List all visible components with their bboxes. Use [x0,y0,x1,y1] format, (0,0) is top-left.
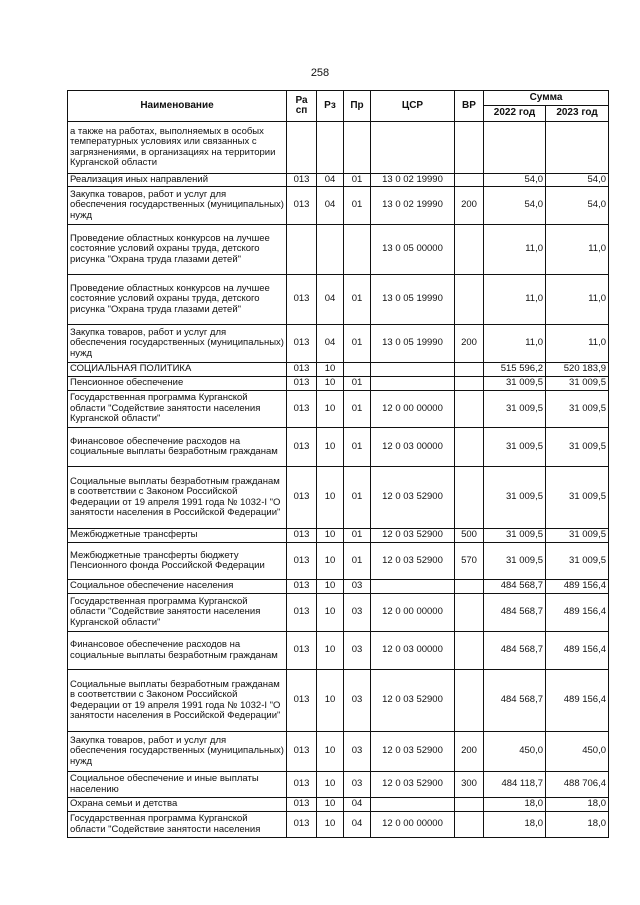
row-rz: 10 [317,543,344,580]
table-row [68,467,609,529]
row-name: Проведение областных конкурсов на лучшее состояние условий охраны труда, детского рисунка "Охрана труда глазами детей" [68,225,287,275]
row-name: Охрана семьи и детства [68,798,287,812]
row-sum-2022: 484 568,7 [484,670,546,732]
row-csr: 13 0 05 19990 [371,325,455,363]
row-csr: 12 0 03 52900 [371,467,455,529]
row-rz: 04 [317,325,344,363]
row-sum-2022: 484 568,7 [484,580,546,594]
header-sum: Сумма [484,91,609,106]
table-row [68,772,609,798]
row-ra: 013 [287,594,317,632]
header-year-2023: 2023 год [546,106,609,122]
row-sum-2023: 18,0 [546,798,609,812]
row-vr [455,391,484,428]
row-sum-2022: 54,0 [484,187,546,225]
table-row [68,543,609,580]
row-sum-2022 [484,122,546,174]
table-row [68,670,609,732]
table-row [68,632,609,670]
table-row [68,122,609,174]
row-ra: 013 [287,467,317,529]
table-row [68,529,609,543]
row-name: Финансовое обеспечение расходов на социальные выплаты безработным гражданам [68,632,287,670]
row-ra: 013 [287,174,317,187]
row-ra: 013 [287,632,317,670]
row-pr: 01 [344,543,371,580]
row-name: Закупка товаров, работ и услуг для обеспечения государственных (муниципальных) нужд [68,325,287,363]
row-name: а также на работах, выполняемых в особых температурных условиях или связанных с загрязнениями, в организациях на территории Курганской области [68,122,287,174]
row-ra: 013 [287,187,317,225]
row-vr: 300 [455,772,484,798]
row-csr: 12 0 03 52900 [371,529,455,543]
row-pr: 03 [344,594,371,632]
row-ra: 013 [287,670,317,732]
row-pr: 04 [344,798,371,812]
row-name: Финансовое обеспечение расходов на социальные выплаты безработным гражданам [68,428,287,467]
row-name: Государственная программа Курганской области "Содействие занятости населения [68,812,287,838]
row-pr: 01 [344,529,371,543]
header-year-2022: 2022 год [484,106,546,122]
table-row [68,325,609,363]
row-sum-2022: 11,0 [484,225,546,275]
row-name: Социальные выплаты безработным гражданам в соответствии с Законом Российской Федерации от 19 апреля 1991 года № 1032-I "О занятости населения в Российской Федерации" [68,670,287,732]
row-vr: 200 [455,187,484,225]
row-csr: 13 0 05 00000 [371,225,455,275]
row-vr [455,670,484,732]
header-ra: Ра [295,94,308,106]
row-rz: 10 [317,529,344,543]
row-vr [455,174,484,187]
row-csr: 12 0 00 00000 [371,812,455,838]
row-name: Социальные выплаты безработным гражданам в соответствии с Законом Российской Федерации от 19 апреля 1991 года № 1032-I "О занятости населения в Российской Федерации" [68,467,287,529]
row-pr: 04 [344,812,371,838]
row-name: Межбюджетные трансферты [68,529,287,543]
row-sum-2023: 18,0 [546,812,609,838]
row-name: СОЦИАЛЬНАЯ ПОЛИТИКА [68,363,287,377]
row-ra: 013 [287,529,317,543]
row-vr [455,363,484,377]
row-name: Пенсионное обеспечение [68,377,287,391]
row-pr: 03 [344,632,371,670]
row-ra: 013 [287,275,317,325]
row-sum-2022: 31 009,5 [484,467,546,529]
budget-table [67,90,609,838]
row-vr [455,632,484,670]
row-ra: 013 [287,812,317,838]
row-pr: 01 [344,174,371,187]
row-pr: 03 [344,732,371,772]
row-csr: 12 0 00 00000 [371,594,455,632]
row-ra: 013 [287,772,317,798]
row-sum-2023: 31 009,5 [546,428,609,467]
row-csr [371,580,455,594]
table-row [68,377,609,391]
row-ra: 013 [287,580,317,594]
row-sum-2023: 11,0 [546,325,609,363]
row-sum-2023: 489 156,4 [546,594,609,632]
row-sum-2023: 11,0 [546,275,609,325]
row-sum-2022: 484 118,7 [484,772,546,798]
header-csr: ЦСР [371,91,455,122]
table-row [68,812,609,838]
row-rz: 10 [317,812,344,838]
row-rz: 10 [317,580,344,594]
row-pr: 01 [344,325,371,363]
row-vr: 570 [455,543,484,580]
row-vr: 200 [455,325,484,363]
row-name: Межбюджетные трансферты бюджету Пенсионного фонда Российской Федерации [68,543,287,580]
row-sum-2023: 489 156,4 [546,632,609,670]
row-rz: 04 [317,275,344,325]
row-ra: 013 [287,363,317,377]
header-sp: сп [295,105,308,116]
row-rz: 10 [317,594,344,632]
table-row [68,732,609,772]
row-sum-2023: 489 156,4 [546,670,609,732]
row-csr [371,363,455,377]
row-sum-2023: 31 009,5 [546,377,609,391]
row-name: Социальное обеспечение населения [68,580,287,594]
row-pr: 01 [344,377,371,391]
row-vr [455,225,484,275]
table-row [68,798,609,812]
row-rz: 10 [317,732,344,772]
row-rz [317,225,344,275]
table-row [68,363,609,377]
row-rz: 10 [317,798,344,812]
row-sum-2022: 31 009,5 [484,543,546,580]
row-vr [455,580,484,594]
table-row [68,580,609,594]
table-row [68,594,609,632]
page-number: 258 [310,67,330,79]
header-ra-sp [287,91,317,122]
row-rz: 10 [317,670,344,732]
row-csr: 13 0 05 19990 [371,275,455,325]
row-csr: 12 0 00 00000 [371,391,455,428]
row-sum-2023: 11,0 [546,225,609,275]
row-name: Государственная программа Курганской области "Содействие занятости населения Курганской области" [68,391,287,428]
row-rz: 10 [317,772,344,798]
row-sum-2023: 54,0 [546,174,609,187]
row-csr: 13 0 02 19990 [371,187,455,225]
row-csr: 12 0 03 52900 [371,772,455,798]
row-name: Социальное обеспечение и иные выплаты населению [68,772,287,798]
row-ra [287,225,317,275]
row-vr: 200 [455,732,484,772]
row-sum-2022: 31 009,5 [484,428,546,467]
row-rz: 04 [317,187,344,225]
row-sum-2023: 488 706,4 [546,772,609,798]
header-vr: ВР [455,91,484,122]
row-pr: 01 [344,391,371,428]
row-name: Реализация иных направлений [68,174,287,187]
row-vr [455,594,484,632]
row-ra: 013 [287,325,317,363]
row-vr [455,428,484,467]
row-csr: 13 0 02 19990 [371,174,455,187]
table-body [68,122,609,838]
row-vr [455,467,484,529]
row-ra: 013 [287,543,317,580]
row-sum-2023: 450,0 [546,732,609,772]
row-rz: 10 [317,391,344,428]
row-csr: 12 0 03 00000 [371,632,455,670]
row-rz: 10 [317,363,344,377]
row-name: Государственная программа Курганской области "Содействие занятости населения Курганской области" [68,594,287,632]
row-sum-2023: 31 009,5 [546,391,609,428]
row-ra: 013 [287,428,317,467]
row-name: Закупка товаров, работ и услуг для обеспечения государственных (муниципальных) нужд [68,187,287,225]
row-rz: 10 [317,377,344,391]
row-pr: 03 [344,772,371,798]
row-sum-2022: 18,0 [484,812,546,838]
row-csr [371,798,455,812]
row-vr [455,812,484,838]
row-ra: 013 [287,798,317,812]
table-row [68,174,609,187]
row-sum-2023: 489 156,4 [546,580,609,594]
row-rz [317,122,344,174]
row-sum-2023: 54,0 [546,187,609,225]
row-rz: 10 [317,632,344,670]
row-pr: 01 [344,467,371,529]
row-sum-2023: 520 183,9 [546,363,609,377]
row-pr [344,225,371,275]
row-vr: 500 [455,529,484,543]
row-ra [287,122,317,174]
row-sum-2023: 31 009,5 [546,543,609,580]
row-csr: 12 0 03 52900 [371,732,455,772]
row-sum-2022: 54,0 [484,174,546,187]
table-row [68,225,609,275]
table-header [68,91,609,122]
row-csr: 12 0 03 00000 [371,428,455,467]
row-ra: 013 [287,377,317,391]
row-csr [371,377,455,391]
row-sum-2023 [546,122,609,174]
row-csr: 12 0 03 52900 [371,670,455,732]
row-sum-2022: 11,0 [484,325,546,363]
row-vr [455,275,484,325]
row-pr: 03 [344,580,371,594]
row-pr: 01 [344,275,371,325]
row-vr [455,377,484,391]
row-sum-2022: 31 009,5 [484,529,546,543]
row-csr: 12 0 03 52900 [371,543,455,580]
row-pr [344,122,371,174]
row-sum-2022: 11,0 [484,275,546,325]
row-name: Закупка товаров, работ и услуг для обеспечения государственных (муниципальных) нужд [68,732,287,772]
row-sum-2022: 31 009,5 [484,377,546,391]
header-rz: Рз [317,91,344,122]
row-pr: 01 [344,187,371,225]
row-vr [455,798,484,812]
row-sum-2022: 515 596,2 [484,363,546,377]
row-ra: 013 [287,391,317,428]
row-sum-2022: 18,0 [484,798,546,812]
row-rz: 04 [317,174,344,187]
row-sum-2022: 450,0 [484,732,546,772]
row-sum-2023: 31 009,5 [546,467,609,529]
table-row [68,391,609,428]
row-pr [344,363,371,377]
table-row [68,275,609,325]
row-csr [371,122,455,174]
table-row [68,187,609,225]
row-vr [455,122,484,174]
row-sum-2022: 484 568,7 [484,632,546,670]
row-name: Проведение областных конкурсов на лучшее состояние условий охраны труда, детского рисунка "Охрана труда глазами детей" [68,275,287,325]
row-sum-2022: 31 009,5 [484,391,546,428]
row-rz: 10 [317,467,344,529]
row-sum-2022: 484 568,7 [484,594,546,632]
row-sum-2023: 31 009,5 [546,529,609,543]
header-pr: Пр [344,91,371,122]
row-ra: 013 [287,732,317,772]
row-pr: 01 [344,428,371,467]
table-row [68,428,609,467]
row-pr: 03 [344,670,371,732]
header-name: Наименование [68,91,287,122]
row-rz: 10 [317,428,344,467]
